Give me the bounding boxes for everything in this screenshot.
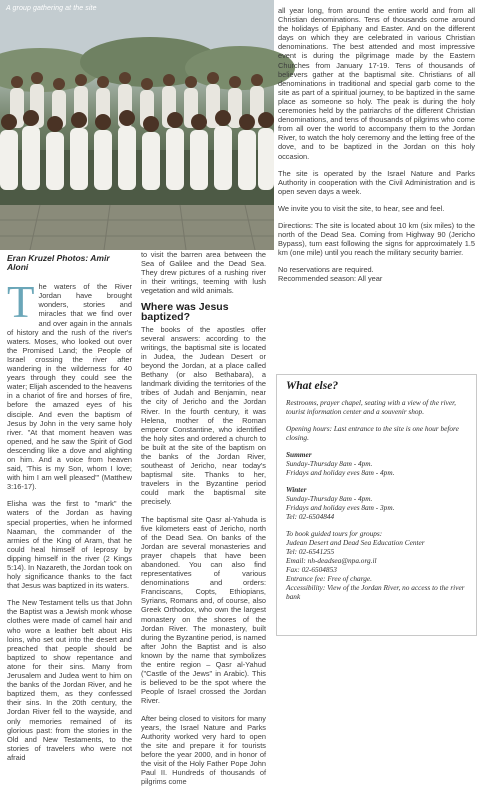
contact-phone: Tel: 02-6541255 [286, 547, 335, 556]
winter-phone: Tel: 02-6504844 [286, 512, 335, 521]
section-heading: Where was Jesus baptized? [141, 301, 229, 323]
accessibility-note: Accessibility: View of the Jordan River, no access to the river bank [286, 583, 465, 601]
info-box-title: What else? [286, 380, 339, 392]
drop-cap: T [7, 277, 35, 328]
opening-hours-text: Opening hours: Last entrance to the site is one hour before closing. [286, 424, 459, 442]
photo-caption: A group gathering at the site [6, 5, 97, 12]
contact-info [286, 529, 467, 601]
left-paragraph-2: Elisha was the first to "mark" the waters of the Jordan as having special properties, when he informed Naaman, the commander of the armies of the King of Aram, that he could heal himself of leprosy by dipping himself in the river (2 Kings 5:14). In Nazareth, the Jordan took on holy significance thanks to the fact that Jesus was baptized in its waters. [7, 499, 132, 591]
contact-email: Email: nh-deadsea@npa.org.il [286, 556, 377, 565]
left-paragraph-3: The New Testament tells us that John the Baptist was a Jewish monk whose clothes were made of camel hair and who wore a leather belt about His loins, who set out into the desert and preached that people should be baptized to show repentance and atone for their sins. Many from Jerusalem and Judea went to him on the banks of the Jordan River, and he baptized them, as they confessed their sins. In the 20th century, the Jordan River fell to the wayside, and only memories remained of its glorious past: from the stories in the Old and New Testaments, to the stories of travelers who were not afraid [7, 598, 132, 762]
group-photo [0, 0, 274, 250]
right-paragraph-2: The site is operated by the Israel Nature and Parks Authority in cooperation with the Civil Administration and is open seven days a week. [278, 168, 475, 196]
summer-line-1: Sunday-Thursday 8am - 4pm. [286, 459, 373, 468]
middle-column [141, 250, 266, 794]
contact-fax: Fax: 02-6504853 [286, 565, 337, 574]
photo-illustration [0, 0, 274, 250]
right-paragraph-4: Directions: The site is located about 10 km (six miles) to the north of the Dead Sea. Coming from Highway 90 (Jericho Bypass), turn east following the signs for approximately 1.5 km (one mile) until you reach the military security barrier. [278, 220, 475, 258]
left-paragraph-1-text: he waters of the River Jordan have brought wonders, stories and miracles that we find over and over again in the annals of history and the rush of the river's waters. Moses, who looked out over the Promised Land; the People of Israel crossing the river after wandering in the wilderness for 40 years through they could see the water; Elijah ascended to the heavens in a chariot of fire and horses of fire, before the amazed eyes of his disciple. And even the baptism of Jesus by John in the very same holy river. "At that moment heaven was opened, and he saw the Spirit of God descending like a dove and alighting on him. And a voice from heaven said, 'This is my Son, whom I love; with him I am well pleased'" (Matthew 3:16-17). [7, 282, 132, 492]
middle-paragraph-3: After being closed to visitors for many years, the Israel Nature and Parks Authority worked very hard to open the site and prepare it for tourists before the year 2000, and in honor of the visit of the Holy Father Pope John Paul II. Hundreds of thousands of pilgrims come [141, 713, 266, 787]
contact-line-2: Judean Desert and Dead Sea Education Center [286, 538, 425, 547]
right-paragraph-3: We invite you to visit the site, to hear, see and feel. [278, 203, 445, 213]
summer-label: Summer [286, 450, 312, 459]
right-paragraph-5: No reservations are required. Recommended season: All year [278, 265, 383, 284]
article-byline: Eran Kruzel Photos: Amir Aloni [7, 253, 110, 273]
entrance-fee: Entrance fee: Free of charge. [286, 574, 372, 583]
amenities-text: Restrooms, prayer chapel, seating with a view of the river, tourist information center and a souvenir shop. [286, 398, 456, 416]
right-paragraph-1: all year long, from around the entire world and from all Christian denominations. Tens of thousands come around the holidays of Epiphany and Easter. And on the different days on which they are celebrated in various Christian denominations. The best attended and most impressive event is during the pilgrimage made by the Eastern Churches from January 17-19. Tens of thousands of believers gather at the baptismal site. Christians of all denominations in traditional and special garb come to the site as part of a spiritual journey, to be baptized in the same place as someone so holy. The peak is during the holy ceremonies held by the patriarchs of the different Christian denominations, and tens of thousands of pilgrims who come from all over the world to accompany them to the Jordan River, to watch the holy ceremony and the letting free of the dove, and to be baptized in the Jordan on this holy occasion. [278, 6, 475, 161]
left-paragraph-1 [7, 277, 132, 492]
what-else-box [276, 374, 477, 636]
middle-intro: to visit the barren area between the Sea of Galilee and the Dead Sea. They drew pictures of a rushing river in their writings, teeming with lush vegetation and wild animals. [141, 250, 266, 296]
left-column [7, 254, 132, 770]
winter-line-2: Fridays and holiday eves 8am - 3pm. [286, 503, 395, 512]
middle-paragraph-2: The baptismal site Qasr al-Yahuda is five kilometers east of Jericho, north of the Dead Sea. On banks of the Jordan are several monasteries and prayer chapels that have been abandoned. You can also find representatives of various denominations and orders: Franciscans, Copts, Ethiopians, Syrians, Romans and, of course, also Greek Orthodox, who own the largest monastery on the shores of the Jordan River. The monastery, built during the Byzantine period, is named after John the Baptist and is also known by the name that symbolizes the entire region – Qasr al-Yahud ("Castle of the Jews" in Arabic). This is believed to be the spot where the People of Israel crossed the Jordan River. [141, 514, 266, 706]
middle-paragraph-1: The books of the apostles offer several answers: according to the writings, the baptismal site is located in Judea, the Judean Desert or beyond the Jordan, at a place called Bethany (or also Bethabara), a landmark dividing the territories of the tribes of Judah and Benjamin, near the city of Jericho and the Jordan River. In the fourth century, it was Helena, mother of the Roman emperor Constantine, who identified the holy sites and ordered a church to be built at the site of the baptism on the banks of the Jordan River, southeast of Jericho, near today's baptismal site. Thanks to her, travelers in the Byzantine period could mark the baptismal site precisely. [141, 324, 266, 507]
summer-hours [286, 450, 467, 477]
winter-label: Winter [286, 485, 307, 494]
winter-hours [286, 485, 467, 521]
right-column [278, 6, 475, 292]
summer-line-2: Fridays and holiday eves 8am - 4pm. [286, 468, 395, 477]
winter-line-1: Sunday-Thursday 8am - 4pm. [286, 494, 373, 503]
contact-line-1: To book guided tours for groups: [286, 529, 383, 538]
